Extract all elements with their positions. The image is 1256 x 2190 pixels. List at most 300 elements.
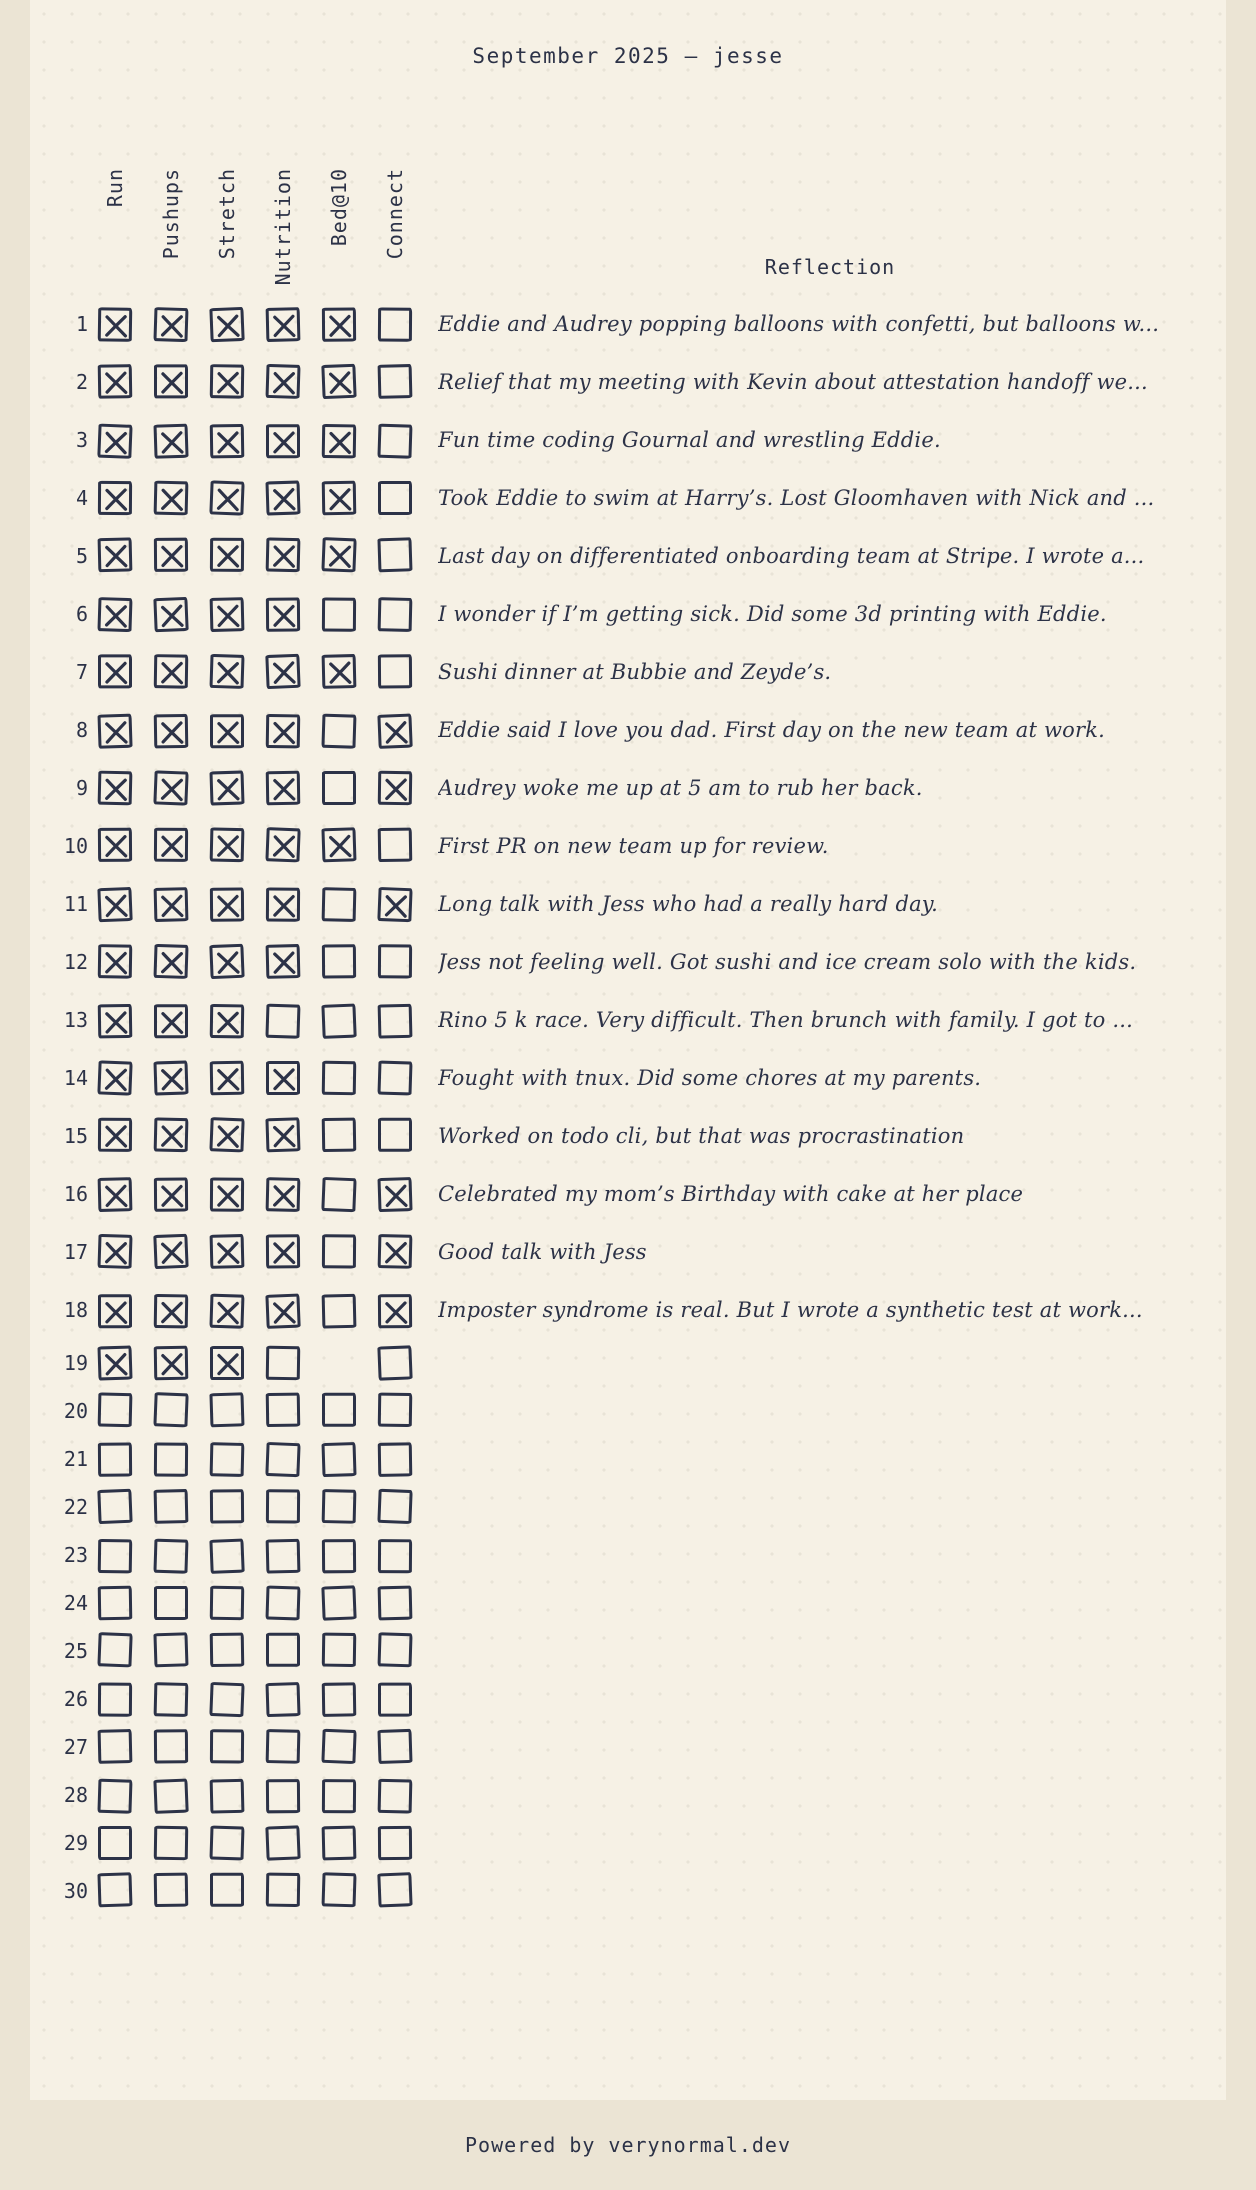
habit-checkbox[interactable] xyxy=(98,828,132,862)
habit-checkbox[interactable] xyxy=(321,827,356,862)
habit-checkbox[interactable] xyxy=(210,538,244,572)
checkbox-group xyxy=(98,1874,434,1908)
x-mark-icon xyxy=(211,1119,244,1152)
habit-checkbox[interactable] xyxy=(153,307,188,342)
x-mark-icon xyxy=(324,656,357,689)
habit-checkbox[interactable] xyxy=(322,944,356,978)
habit-checkbox[interactable] xyxy=(98,1118,132,1152)
habit-cell-bed-10 xyxy=(322,1293,378,1327)
x-mark-icon xyxy=(156,1179,188,1211)
habit-checkbox[interactable] xyxy=(154,654,189,689)
checkbox-group xyxy=(98,1394,434,1428)
x-mark-icon xyxy=(212,1348,244,1380)
habit-cell-pushups xyxy=(154,1235,210,1269)
habit-checkbox[interactable] xyxy=(266,597,300,631)
habit-cell-bed-10 xyxy=(322,1177,378,1211)
habit-checkbox[interactable] xyxy=(322,1489,357,1524)
habit-checkbox[interactable] xyxy=(322,654,357,689)
x-mark-icon xyxy=(99,889,132,922)
day-number: 2 xyxy=(75,370,88,394)
habit-cell-pushups xyxy=(154,423,210,457)
habit-checkbox[interactable] xyxy=(377,537,412,572)
tracker-header xyxy=(30,70,1226,295)
habit-checkbox[interactable] xyxy=(322,481,357,516)
habit-checkbox[interactable] xyxy=(210,1489,244,1523)
checkbox-group xyxy=(98,1003,434,1037)
habit-checkbox[interactable] xyxy=(209,770,244,805)
habit-checkbox[interactable] xyxy=(266,537,301,572)
habit-checkbox[interactable] xyxy=(98,1586,133,1621)
habit-checkbox[interactable] xyxy=(209,1294,244,1329)
habit-checkbox[interactable] xyxy=(153,1539,188,1574)
habit-checkbox[interactable] xyxy=(154,424,189,459)
habit-cell-nutrition xyxy=(266,1730,322,1764)
habit-checkbox[interactable] xyxy=(266,887,300,921)
habit-checkbox[interactable] xyxy=(378,1539,412,1573)
tracker-rows xyxy=(30,295,1226,1915)
day-row xyxy=(30,1867,1226,1915)
habit-checkbox[interactable] xyxy=(377,424,412,459)
habit-cell-run xyxy=(98,713,154,747)
habit-cell-stretch xyxy=(210,307,266,341)
habit-checkbox[interactable] xyxy=(154,1442,188,1476)
habit-checkbox[interactable] xyxy=(209,1539,244,1574)
reflection-text: Fought with tnux. Did some chores at my parents. xyxy=(438,1066,982,1090)
habit-checkbox[interactable] xyxy=(98,1729,133,1764)
habit-cell-stretch xyxy=(210,1235,266,1269)
habit-checkbox[interactable] xyxy=(153,1779,188,1814)
habit-checkbox[interactable] xyxy=(266,1061,300,1095)
day-row xyxy=(30,817,1226,875)
x-mark-icon xyxy=(100,946,132,978)
x-mark-icon xyxy=(268,1063,300,1095)
habit-checkbox[interactable] xyxy=(265,1682,300,1717)
habit-cell-run xyxy=(98,1293,154,1327)
habit-cell-pushups xyxy=(154,1682,210,1716)
x-mark-icon xyxy=(267,1296,300,1329)
habit-checkbox[interactable] xyxy=(154,1586,188,1620)
habit-cell-connect xyxy=(378,655,434,689)
day-number: 24 xyxy=(63,1591,88,1615)
x-mark-icon xyxy=(212,716,244,748)
habit-checkbox[interactable] xyxy=(98,481,132,515)
habit-cell-bed-10 xyxy=(322,365,378,399)
habit-checkbox[interactable] xyxy=(210,827,245,862)
day-number: 17 xyxy=(63,1240,88,1264)
habit-cell-run xyxy=(98,1778,154,1812)
habit-checkbox[interactable] xyxy=(209,1392,244,1427)
habit-checkbox[interactable] xyxy=(378,364,413,399)
habit-checkbox[interactable] xyxy=(266,424,300,458)
habit-cell-nutrition xyxy=(266,307,322,341)
habit-checkbox[interactable] xyxy=(98,1177,133,1212)
habit-checkbox[interactable] xyxy=(378,654,412,688)
habit-checkbox[interactable] xyxy=(378,307,412,341)
habit-checkbox[interactable] xyxy=(265,364,300,399)
x-mark-icon xyxy=(212,772,245,805)
habit-cell-bed-10 xyxy=(322,655,378,689)
day-number: 13 xyxy=(63,1008,88,1032)
x-mark-icon xyxy=(155,946,188,979)
habit-checkbox[interactable] xyxy=(266,944,301,979)
habit-checkbox[interactable] xyxy=(322,887,357,922)
reflection-text: Fun time coding Gournal and wrestling Eddie. xyxy=(438,428,941,452)
habit-cell-stretch xyxy=(210,423,266,457)
habit-checkbox[interactable] xyxy=(266,1873,301,1908)
habit-checkbox[interactable] xyxy=(378,944,412,978)
habit-checkbox[interactable] xyxy=(98,1004,133,1039)
habit-checkbox[interactable] xyxy=(154,1729,188,1763)
habit-checkbox[interactable] xyxy=(266,307,301,342)
habit-checkbox[interactable] xyxy=(154,714,189,749)
habit-checkbox[interactable] xyxy=(210,887,244,921)
habit-checkbox[interactable] xyxy=(98,1442,132,1476)
habit-checkbox[interactable] xyxy=(266,1489,300,1523)
reflection-text: Long talk with Jess who had a really hard day. xyxy=(438,892,938,916)
habit-checkbox[interactable] xyxy=(378,1683,412,1717)
x-mark-icon xyxy=(100,539,133,572)
habit-checkbox[interactable] xyxy=(265,1442,300,1477)
habit-cell-connect xyxy=(378,1634,434,1668)
habit-checkbox[interactable] xyxy=(378,1118,412,1152)
habit-checkbox[interactable] xyxy=(321,364,356,399)
habit-cell-nutrition xyxy=(266,365,322,399)
habit-checkbox[interactable] xyxy=(265,1825,300,1860)
habit-cell-bed-10 xyxy=(322,1003,378,1037)
habit-cell-connect xyxy=(378,481,434,515)
habit-cell-connect xyxy=(378,1346,434,1380)
x-mark-icon xyxy=(100,1347,133,1380)
habit-checkbox[interactable] xyxy=(378,1632,413,1667)
habit-checkbox[interactable] xyxy=(321,714,356,749)
habit-checkbox[interactable] xyxy=(98,771,133,806)
habit-checkbox[interactable] xyxy=(97,1345,132,1380)
habit-checkbox[interactable] xyxy=(210,1004,245,1039)
habit-checkbox[interactable] xyxy=(98,1294,132,1328)
habit-checkbox[interactable] xyxy=(209,1117,244,1152)
x-mark-icon xyxy=(155,599,188,632)
x-mark-icon xyxy=(268,539,301,572)
habit-checkbox[interactable] xyxy=(265,1004,300,1039)
habit-checkbox[interactable] xyxy=(97,1234,132,1269)
habit-cell-run xyxy=(98,423,154,457)
habit-checkbox[interactable] xyxy=(209,307,244,342)
habit-cell-stretch xyxy=(210,1346,266,1380)
habit-checkbox[interactable] xyxy=(154,481,189,516)
habit-tracker-page xyxy=(30,0,1226,2100)
habit-checkbox[interactable] xyxy=(377,1345,412,1380)
habit-checkbox[interactable] xyxy=(378,1004,413,1039)
habit-checkbox[interactable] xyxy=(265,480,300,515)
habit-checkbox[interactable] xyxy=(322,1118,357,1153)
habit-cell-stretch xyxy=(210,1394,266,1428)
habit-checkbox[interactable] xyxy=(321,1442,356,1477)
habit-checkbox[interactable] xyxy=(322,1234,356,1268)
habit-checkbox[interactable] xyxy=(322,424,357,459)
day-row xyxy=(30,1579,1226,1627)
habit-checkbox[interactable] xyxy=(265,1294,300,1329)
habit-cell-stretch xyxy=(210,1293,266,1327)
reflection-text: Rino 5 k race. Very difficult. Then brunch with family. I got to ... xyxy=(438,1008,1133,1032)
habit-checkbox[interactable] xyxy=(321,1004,356,1039)
day-number: 14 xyxy=(63,1066,88,1090)
habit-checkbox[interactable] xyxy=(210,1346,244,1380)
habit-cell-stretch xyxy=(210,597,266,631)
habit-checkbox[interactable] xyxy=(210,364,245,399)
habit-checkbox[interactable] xyxy=(97,424,132,459)
habit-checkbox[interactable] xyxy=(265,654,300,689)
habit-checkbox[interactable] xyxy=(377,887,412,922)
habit-checkbox[interactable] xyxy=(97,597,132,632)
habit-cell-connect xyxy=(378,307,434,341)
habit-checkbox[interactable] xyxy=(153,1060,188,1095)
x-mark-icon xyxy=(100,830,132,862)
x-mark-icon xyxy=(156,1006,188,1038)
x-mark-icon xyxy=(212,1236,245,1269)
habit-cell-connect xyxy=(378,1119,434,1153)
habit-cell-nutrition xyxy=(266,1874,322,1908)
habit-checkbox[interactable] xyxy=(321,537,356,572)
habit-checkbox[interactable] xyxy=(98,654,132,688)
habit-checkbox[interactable] xyxy=(98,537,133,572)
habit-cell-connect xyxy=(378,1874,434,1908)
habit-checkbox[interactable] xyxy=(266,1779,300,1813)
footer-credit-link[interactable]: Powered by verynormal.dev xyxy=(464,2133,792,2157)
habit-checkbox[interactable] xyxy=(210,1729,244,1763)
habit-checkbox[interactable] xyxy=(153,944,188,979)
habit-cell-bed-10 xyxy=(322,713,378,747)
x-mark-icon xyxy=(267,1119,300,1152)
day-row xyxy=(30,1531,1226,1579)
habit-checkbox[interactable] xyxy=(153,1234,188,1269)
habit-checkbox[interactable] xyxy=(322,597,356,631)
habit-checkbox[interactable] xyxy=(378,1442,413,1477)
day-number: 11 xyxy=(63,892,88,916)
habit-cell-connect xyxy=(378,597,434,631)
habit-checkbox[interactable] xyxy=(378,1586,413,1621)
habit-checkbox[interactable] xyxy=(154,1294,189,1329)
habit-cell-pushups xyxy=(154,1177,210,1211)
habit-checkbox[interactable] xyxy=(266,771,301,806)
x-mark-icon xyxy=(212,1063,244,1095)
habit-checkbox[interactable] xyxy=(266,1177,301,1212)
x-mark-icon xyxy=(100,656,132,688)
x-mark-icon xyxy=(268,599,300,631)
habit-checkbox[interactable] xyxy=(98,1826,132,1860)
habit-checkbox[interactable] xyxy=(98,1392,133,1427)
habit-checkbox[interactable] xyxy=(209,1682,244,1717)
habit-checkbox[interactable] xyxy=(377,1489,412,1524)
habit-checkbox[interactable] xyxy=(98,1682,132,1716)
habit-checkbox[interactable] xyxy=(154,1682,189,1717)
habit-cell-pushups xyxy=(154,887,210,921)
habit-checkbox[interactable] xyxy=(322,1633,357,1668)
x-mark-icon xyxy=(211,309,244,342)
habit-checkbox[interactable] xyxy=(322,771,356,805)
x-mark-icon xyxy=(156,656,188,688)
habit-checkbox[interactable] xyxy=(154,1873,189,1908)
habit-checkbox[interactable] xyxy=(97,1489,132,1524)
habit-checkbox[interactable] xyxy=(378,481,412,515)
habit-checkbox[interactable] xyxy=(378,1234,413,1269)
habit-checkbox[interactable] xyxy=(210,1633,245,1668)
x-mark-icon xyxy=(100,1120,132,1152)
habit-cell-nutrition xyxy=(266,829,322,863)
habit-checkbox[interactable] xyxy=(154,538,188,572)
habit-cell-connect xyxy=(378,887,434,921)
habit-checkbox[interactable] xyxy=(378,1826,412,1860)
habit-checkbox[interactable] xyxy=(321,1177,356,1212)
habit-checkbox[interactable] xyxy=(322,1061,357,1096)
habit-checkbox[interactable] xyxy=(210,1177,244,1211)
habit-checkbox[interactable] xyxy=(210,1779,245,1814)
habit-checkbox[interactable] xyxy=(210,597,245,632)
x-mark-icon xyxy=(324,426,356,458)
habit-checkbox[interactable] xyxy=(210,1442,245,1477)
habit-checkbox[interactable] xyxy=(98,307,133,342)
habit-cell-pushups xyxy=(154,1826,210,1860)
habit-checkbox[interactable] xyxy=(154,1346,189,1381)
habit-checkbox[interactable] xyxy=(153,597,188,632)
habit-cell-stretch xyxy=(210,1538,266,1572)
habit-checkbox[interactable] xyxy=(209,944,244,979)
x-mark-icon xyxy=(211,656,244,689)
habit-checkbox[interactable] xyxy=(377,714,412,749)
habit-checkbox[interactable] xyxy=(322,1294,357,1329)
day-number: 19 xyxy=(63,1351,88,1375)
habit-cell-stretch xyxy=(210,655,266,689)
habit-checkbox[interactable] xyxy=(210,1873,244,1907)
habit-checkbox[interactable] xyxy=(322,1779,356,1813)
habit-cell-run xyxy=(98,1634,154,1668)
habit-checkbox[interactable] xyxy=(377,1729,412,1764)
habit-checkbox[interactable] xyxy=(266,714,301,749)
habit-checkbox[interactable] xyxy=(154,1177,188,1211)
habit-cell-bed-10 xyxy=(322,597,378,631)
habit-checkbox[interactable] xyxy=(266,1346,301,1381)
habit-cell-nutrition xyxy=(266,1634,322,1668)
habit-checkbox[interactable] xyxy=(210,424,245,459)
habit-checkbox[interactable] xyxy=(98,364,133,399)
habit-header-connect xyxy=(378,168,434,295)
habit-checkbox[interactable] xyxy=(322,1682,357,1717)
habit-checkbox[interactable] xyxy=(322,1539,356,1573)
habit-header-nutrition xyxy=(266,168,322,295)
habit-cell-run xyxy=(98,1235,154,1269)
habit-checkbox[interactable] xyxy=(210,714,244,748)
habit-header-pushups xyxy=(154,168,210,295)
habit-checkbox[interactable] xyxy=(265,1117,300,1152)
habit-cell-pushups xyxy=(154,1119,210,1153)
x-mark-icon xyxy=(212,540,244,572)
habit-cell-nutrition xyxy=(266,1003,322,1037)
habit-checkbox[interactable] xyxy=(378,1393,413,1428)
habit-cell-pushups xyxy=(154,307,210,341)
habit-cell-run xyxy=(98,1490,154,1524)
habit-checkbox[interactable] xyxy=(210,1586,245,1621)
habit-checkbox[interactable] xyxy=(378,771,413,806)
habit-checkbox[interactable] xyxy=(154,364,188,398)
habit-header-label: Pushups xyxy=(159,167,183,259)
habit-checkbox[interactable] xyxy=(378,828,413,863)
habit-checkbox[interactable] xyxy=(154,1489,189,1524)
habit-checkbox[interactable] xyxy=(154,1117,189,1152)
habit-tracker xyxy=(30,70,1226,1915)
habit-checkbox[interactable] xyxy=(97,1632,132,1667)
habit-checkbox[interactable] xyxy=(266,1539,301,1574)
habit-checkbox[interactable] xyxy=(210,1234,245,1269)
day-row xyxy=(30,295,1226,353)
x-mark-icon xyxy=(100,309,132,341)
habit-checkbox[interactable] xyxy=(321,1585,356,1620)
checkbox-group xyxy=(98,307,434,341)
x-mark-icon xyxy=(379,716,412,749)
habit-checkbox[interactable] xyxy=(209,1825,244,1860)
habit-checkbox[interactable] xyxy=(378,597,413,632)
x-mark-icon xyxy=(156,540,188,572)
x-mark-icon xyxy=(156,1062,189,1095)
habit-checkbox[interactable] xyxy=(322,1393,356,1427)
habit-header-label: Connect xyxy=(383,167,407,259)
habit-checkbox[interactable] xyxy=(154,828,188,862)
habit-checkbox[interactable] xyxy=(378,1294,412,1328)
habit-checkbox[interactable] xyxy=(209,480,244,515)
reflection-text: Worked on todo cli, but that was procrastination xyxy=(438,1124,965,1148)
habit-checkbox[interactable] xyxy=(154,1826,189,1861)
habit-checkbox[interactable] xyxy=(265,827,300,862)
habit-checkbox[interactable] xyxy=(266,1234,300,1268)
habit-cell-bed-10 xyxy=(322,887,378,921)
habit-cell-run xyxy=(98,945,154,979)
habit-checkbox[interactable] xyxy=(210,1061,245,1096)
habit-cell-bed-10 xyxy=(322,1778,378,1812)
habit-checkbox[interactable] xyxy=(378,1779,413,1814)
habit-cell-stretch xyxy=(210,1778,266,1812)
habit-cell-nutrition xyxy=(266,713,322,747)
habit-checkbox[interactable] xyxy=(98,1539,133,1574)
habit-checkbox[interactable] xyxy=(98,944,133,979)
habit-checkbox[interactable] xyxy=(266,1729,301,1764)
habit-checkbox[interactable] xyxy=(377,1177,412,1212)
habit-checkbox[interactable] xyxy=(322,1826,357,1861)
habit-cell-bed-10 xyxy=(322,307,378,341)
habit-cell-pushups xyxy=(154,1442,210,1476)
habit-checkbox[interactable] xyxy=(153,1632,188,1667)
habit-checkbox[interactable] xyxy=(209,654,244,689)
habit-checkbox[interactable] xyxy=(153,1392,188,1427)
habit-checkbox[interactable] xyxy=(97,887,132,922)
habit-checkbox[interactable] xyxy=(322,1872,357,1907)
habit-checkbox[interactable] xyxy=(321,1729,356,1764)
habit-checkbox[interactable] xyxy=(154,887,189,922)
habit-checkbox[interactable] xyxy=(97,1060,132,1095)
habit-checkbox[interactable] xyxy=(322,307,356,341)
habit-checkbox[interactable] xyxy=(377,1872,412,1907)
day-number: 20 xyxy=(63,1399,88,1423)
habit-checkbox[interactable] xyxy=(266,1633,300,1667)
habit-checkbox[interactable] xyxy=(377,1060,412,1095)
habit-checkbox[interactable] xyxy=(97,1779,132,1814)
habit-checkbox[interactable] xyxy=(153,770,188,805)
habit-checkbox[interactable] xyxy=(266,1393,301,1428)
habit-cell-nutrition xyxy=(266,1177,322,1211)
habit-cell-bed-10 xyxy=(322,1586,378,1620)
habit-checkbox[interactable] xyxy=(265,1585,300,1620)
habit-checkbox[interactable] xyxy=(98,714,133,749)
reflection-text: Good talk with Jess xyxy=(438,1240,647,1264)
habit-checkbox[interactable] xyxy=(97,1872,132,1907)
habit-checkbox[interactable] xyxy=(154,1004,188,1038)
